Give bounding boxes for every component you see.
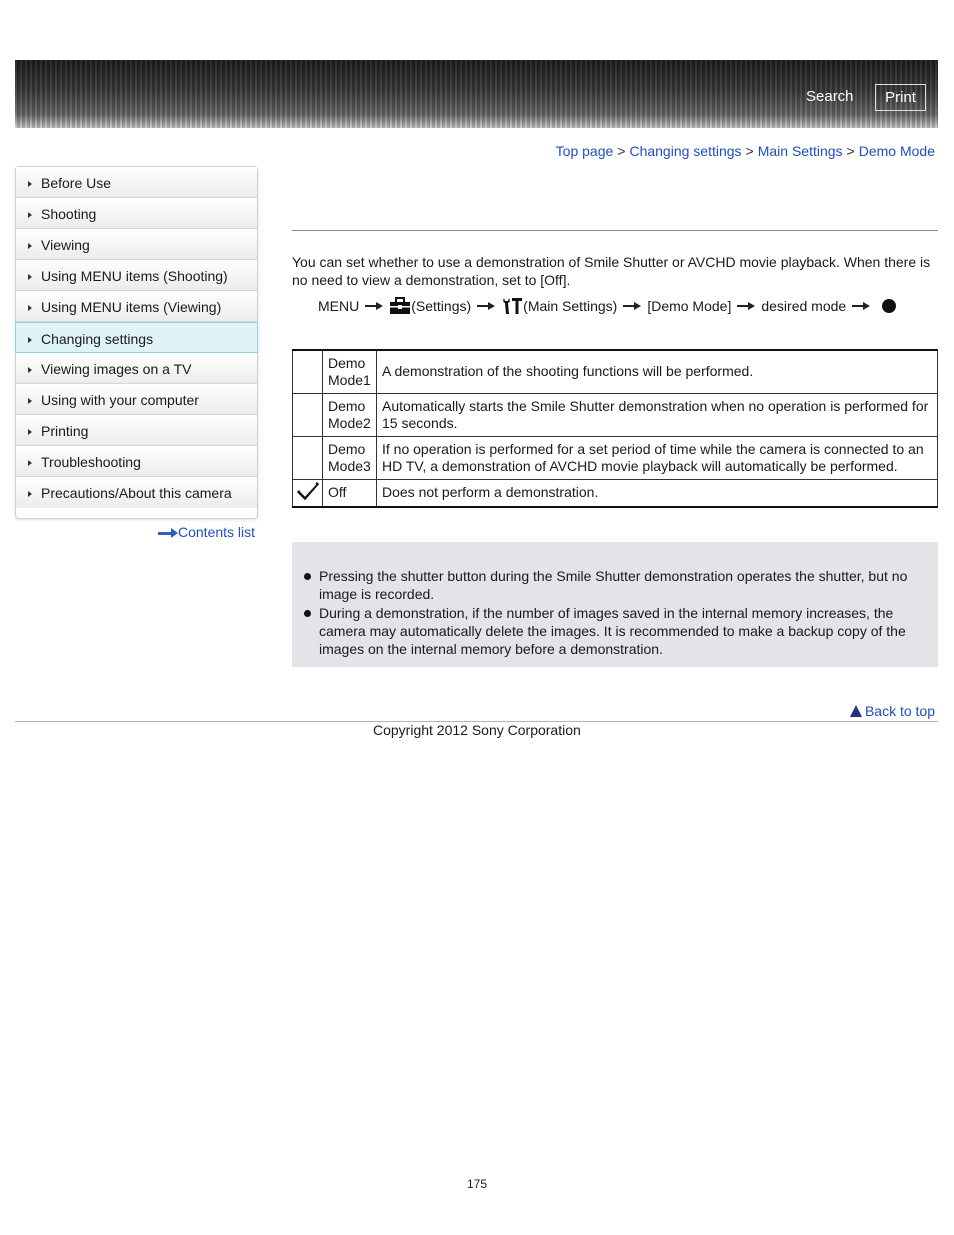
mode-name-cell bbox=[323, 350, 377, 393]
mode-description: Automatically starts the Smile Shutter demonstration when no operation is performed for 15 seconds. bbox=[377, 393, 938, 436]
center-button-icon bbox=[882, 299, 896, 313]
table-row bbox=[293, 393, 938, 436]
triangle-right-icon bbox=[28, 429, 32, 435]
mode-name: Demo bbox=[328, 440, 366, 457]
checkmark-icon bbox=[296, 488, 320, 504]
arrow-right-icon bbox=[477, 302, 495, 310]
page-number: 175 bbox=[466, 1177, 488, 1191]
sidebar-item-label: Precautions/About this camera bbox=[41, 485, 232, 501]
triangle-right-icon bbox=[28, 243, 32, 249]
breadcrumb-separator: > bbox=[617, 143, 626, 159]
sidebar-item-label: Troubleshooting bbox=[41, 454, 141, 470]
triangle-right-icon bbox=[28, 212, 32, 218]
sidebar-item-before-use[interactable] bbox=[16, 167, 257, 198]
toolbox-icon bbox=[389, 296, 411, 316]
intro-text: You can set whether to use a demonstration of Smile Shutter or AVCHD movie playback. When there is no need to view a demonstration, set to [Off]. bbox=[292, 254, 931, 288]
breadcrumb-separator: > bbox=[745, 143, 754, 159]
sidebar-item-menu-shooting[interactable] bbox=[16, 260, 257, 291]
arrow-right-icon bbox=[365, 302, 383, 310]
mode-description: A demonstration of the shooting functions will be performed. bbox=[377, 350, 938, 393]
triangle-right-icon bbox=[28, 337, 32, 343]
mode-name: Mode2 bbox=[328, 414, 371, 431]
sidebar-item-menu-viewing[interactable] bbox=[16, 291, 257, 322]
mode-description: If no operation is performed for a set period of time while the camera is connected to an HD TV, a demonstration of AVCHD movie playback will automatically be performed. bbox=[377, 436, 938, 479]
back-to-top-label: Back to top bbox=[864, 703, 935, 719]
settings-label: (Settings) bbox=[411, 298, 472, 314]
arrow-right-icon bbox=[158, 528, 178, 538]
demo-mode-label: [Demo Mode] bbox=[647, 298, 732, 314]
wrench-screwdriver-icon bbox=[501, 296, 523, 316]
table-row bbox=[293, 436, 938, 479]
mode-name: Mode1 bbox=[328, 371, 371, 388]
note-text: During a demonstration, if the number of images saved in the internal memory increases, the camera may automatically delete the images. It is recommended to make a backup copy of the images on the internal memory before a demonstration. bbox=[319, 605, 906, 657]
sidebar-item-troubleshooting[interactable] bbox=[16, 446, 257, 477]
sidebar-item-label: Before Use bbox=[41, 175, 112, 191]
sidebar-item-label: Viewing bbox=[41, 237, 90, 253]
mode-icon-cell bbox=[293, 479, 323, 507]
sidebar-item-label: Using with your computer bbox=[41, 392, 199, 408]
sidebar-item-printing[interactable] bbox=[16, 415, 257, 446]
menu-path bbox=[318, 294, 896, 318]
triangle-right-icon bbox=[28, 398, 32, 404]
triangle-right-icon bbox=[28, 274, 32, 280]
title-divider bbox=[292, 230, 938, 231]
breadcrumb-demo-mode[interactable]: Demo Mode bbox=[858, 143, 935, 159]
mode-name-cell bbox=[323, 436, 377, 479]
back-to-top-link[interactable] bbox=[850, 703, 935, 719]
mode-name: Demo bbox=[328, 397, 366, 414]
sidebar-item-label: Changing settings bbox=[41, 331, 154, 347]
list-item bbox=[302, 567, 922, 603]
sidebar-item-shooting[interactable] bbox=[16, 198, 257, 229]
sidebar-item-label: Using MENU items (Viewing) bbox=[41, 299, 222, 315]
arrow-right-icon bbox=[623, 302, 641, 310]
sidebar-item-label: Using MENU items (Shooting) bbox=[41, 268, 228, 284]
copyright-text: Copyright 2012 Sony Corporation bbox=[373, 722, 581, 738]
arrow-right-icon bbox=[737, 302, 755, 310]
mode-name: Demo bbox=[328, 354, 366, 371]
desired-mode-label: desired mode bbox=[761, 298, 847, 314]
breadcrumb-separator: > bbox=[846, 143, 855, 159]
sidebar-item-changing-settings[interactable] bbox=[15, 322, 258, 353]
bullet-icon bbox=[304, 573, 311, 580]
mode-icon-cell bbox=[293, 393, 323, 436]
sidebar-item-label: Shooting bbox=[41, 206, 97, 222]
contents-list-link[interactable] bbox=[158, 524, 255, 540]
breadcrumb-changing-settings[interactable]: Changing settings bbox=[629, 143, 742, 159]
print-button[interactable]: Print bbox=[875, 84, 926, 111]
table-row bbox=[293, 350, 938, 393]
triangle-right-icon bbox=[28, 460, 32, 466]
breadcrumb bbox=[556, 143, 935, 159]
sidebar-item-label: Viewing images on a TV bbox=[41, 361, 192, 377]
mode-name: Off bbox=[328, 484, 347, 501]
sidebar-item-viewing-tv[interactable] bbox=[16, 353, 257, 384]
mode-icon-cell bbox=[293, 350, 323, 393]
note-text: Pressing the shutter button during the Smile Shutter demonstration operates the shutter, but no image is recorded. bbox=[319, 568, 908, 602]
contents-list-label: Contents list bbox=[178, 524, 256, 540]
menu-label: MENU bbox=[318, 298, 360, 314]
sidebar-item-precautions[interactable] bbox=[16, 477, 257, 508]
breadcrumb-top-page[interactable]: Top page bbox=[555, 143, 614, 159]
triangle-right-icon bbox=[28, 305, 32, 311]
search-link[interactable]: Search bbox=[806, 88, 854, 105]
mode-name-cell bbox=[323, 479, 377, 507]
sidebar-item-label: Printing bbox=[41, 423, 89, 439]
mode-name: Mode3 bbox=[328, 457, 371, 474]
mode-name-cell bbox=[323, 393, 377, 436]
sidebar-item-computer[interactable] bbox=[16, 384, 257, 415]
sidebar-item-viewing[interactable] bbox=[16, 229, 257, 260]
notes-list bbox=[302, 567, 922, 659]
mode-icon-cell bbox=[293, 436, 323, 479]
sidebar-nav bbox=[15, 166, 258, 519]
main-settings-label: (Main Settings) bbox=[523, 298, 618, 314]
bullet-icon bbox=[304, 610, 311, 617]
notes-box bbox=[292, 542, 938, 667]
breadcrumb-main-settings[interactable]: Main Settings bbox=[757, 143, 843, 159]
triangle-right-icon bbox=[28, 367, 32, 373]
list-item bbox=[302, 604, 922, 658]
mode-description: Does not perform a demonstration. bbox=[377, 479, 938, 507]
header-bar bbox=[15, 60, 938, 128]
triangle-up-icon bbox=[850, 705, 862, 717]
triangle-right-icon bbox=[28, 491, 32, 497]
table-row bbox=[293, 479, 938, 507]
arrow-right-icon bbox=[852, 302, 870, 310]
triangle-right-icon bbox=[28, 181, 32, 187]
mode-table bbox=[292, 349, 938, 508]
